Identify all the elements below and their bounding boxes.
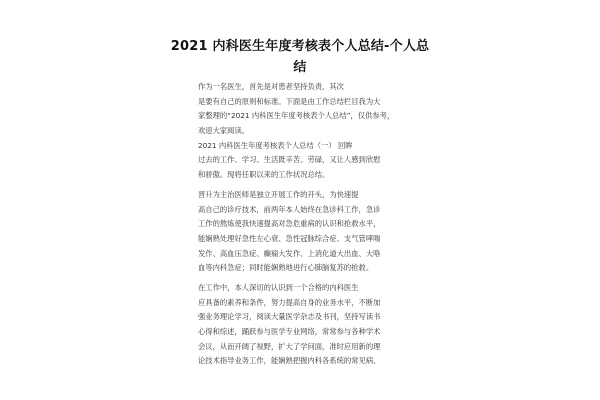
body-line: 心得和综述，踊跃参与医学专业网络，常常参与各种学术 [198,327,381,336]
document-body [198,80,416,369]
body-line: 晋升为主治医师是独立开展工作的开头，为快速提 [198,189,359,199]
body-line: 在工作中，本人深切的认识到一个合格的内科医生 [198,282,359,292]
body-line: 2021 内科医生年度考核表个人总结（一） 回眸 [198,140,353,150]
body-line: 高自己的诊疗技术，前两年本人始终在急诊科工作，急诊 [198,204,381,214]
body-line: 论技术指导业务工作，能娴熟把握内科各系统的常见病、 [198,356,381,366]
body-line: 和骄傲。现将任职以来的工作状况总结。 [198,170,330,180]
body-line: 作为一名医生，首先是对患者坚持负责，其次 [198,82,344,91]
document-title-line-2: 结 [293,60,307,75]
body-line: 过去的工作、学习、生活既辛苦、劳碌，又让人感到欣慰 [198,155,381,165]
body-line: 发作、高血压急症、癫痫大发作、上消化道大出血、大咯 [198,248,381,258]
body-line: 会议，从而开阔了视野，扩大了学问面，准时应用新的理 [198,341,381,351]
body-line: 强业务理论学习，阅读大量医学杂志及书刊，坚持写读书 [198,312,381,322]
body-line: 家整理的“2021 内科医生年度考核表个人总结”，仅供参考， [198,111,395,121]
body-line: 欢迎大家阅读。 [198,126,250,136]
document-title-line-1: 2021 内科医生年度考核表个人总结-个人总 [170,39,430,54]
body-line: 应具备的素养和条件，努力提高自身的业务水平，不断加 [198,297,381,307]
body-line: 是要有自己的原则和标准。下面是由工作总结栏目我为大 [198,96,381,106]
body-line: 工作的熬炼使我快速提高对急危重病的认识和抢救水平， [198,219,381,229]
body-line: 血等内科急症；同时能娴熟地进行心肺脑复苏的抢救。 [198,263,374,273]
body-line: 能娴熟处理好急性左心衰、急性冠脉综合症、支气管哮喘 [198,233,381,243]
